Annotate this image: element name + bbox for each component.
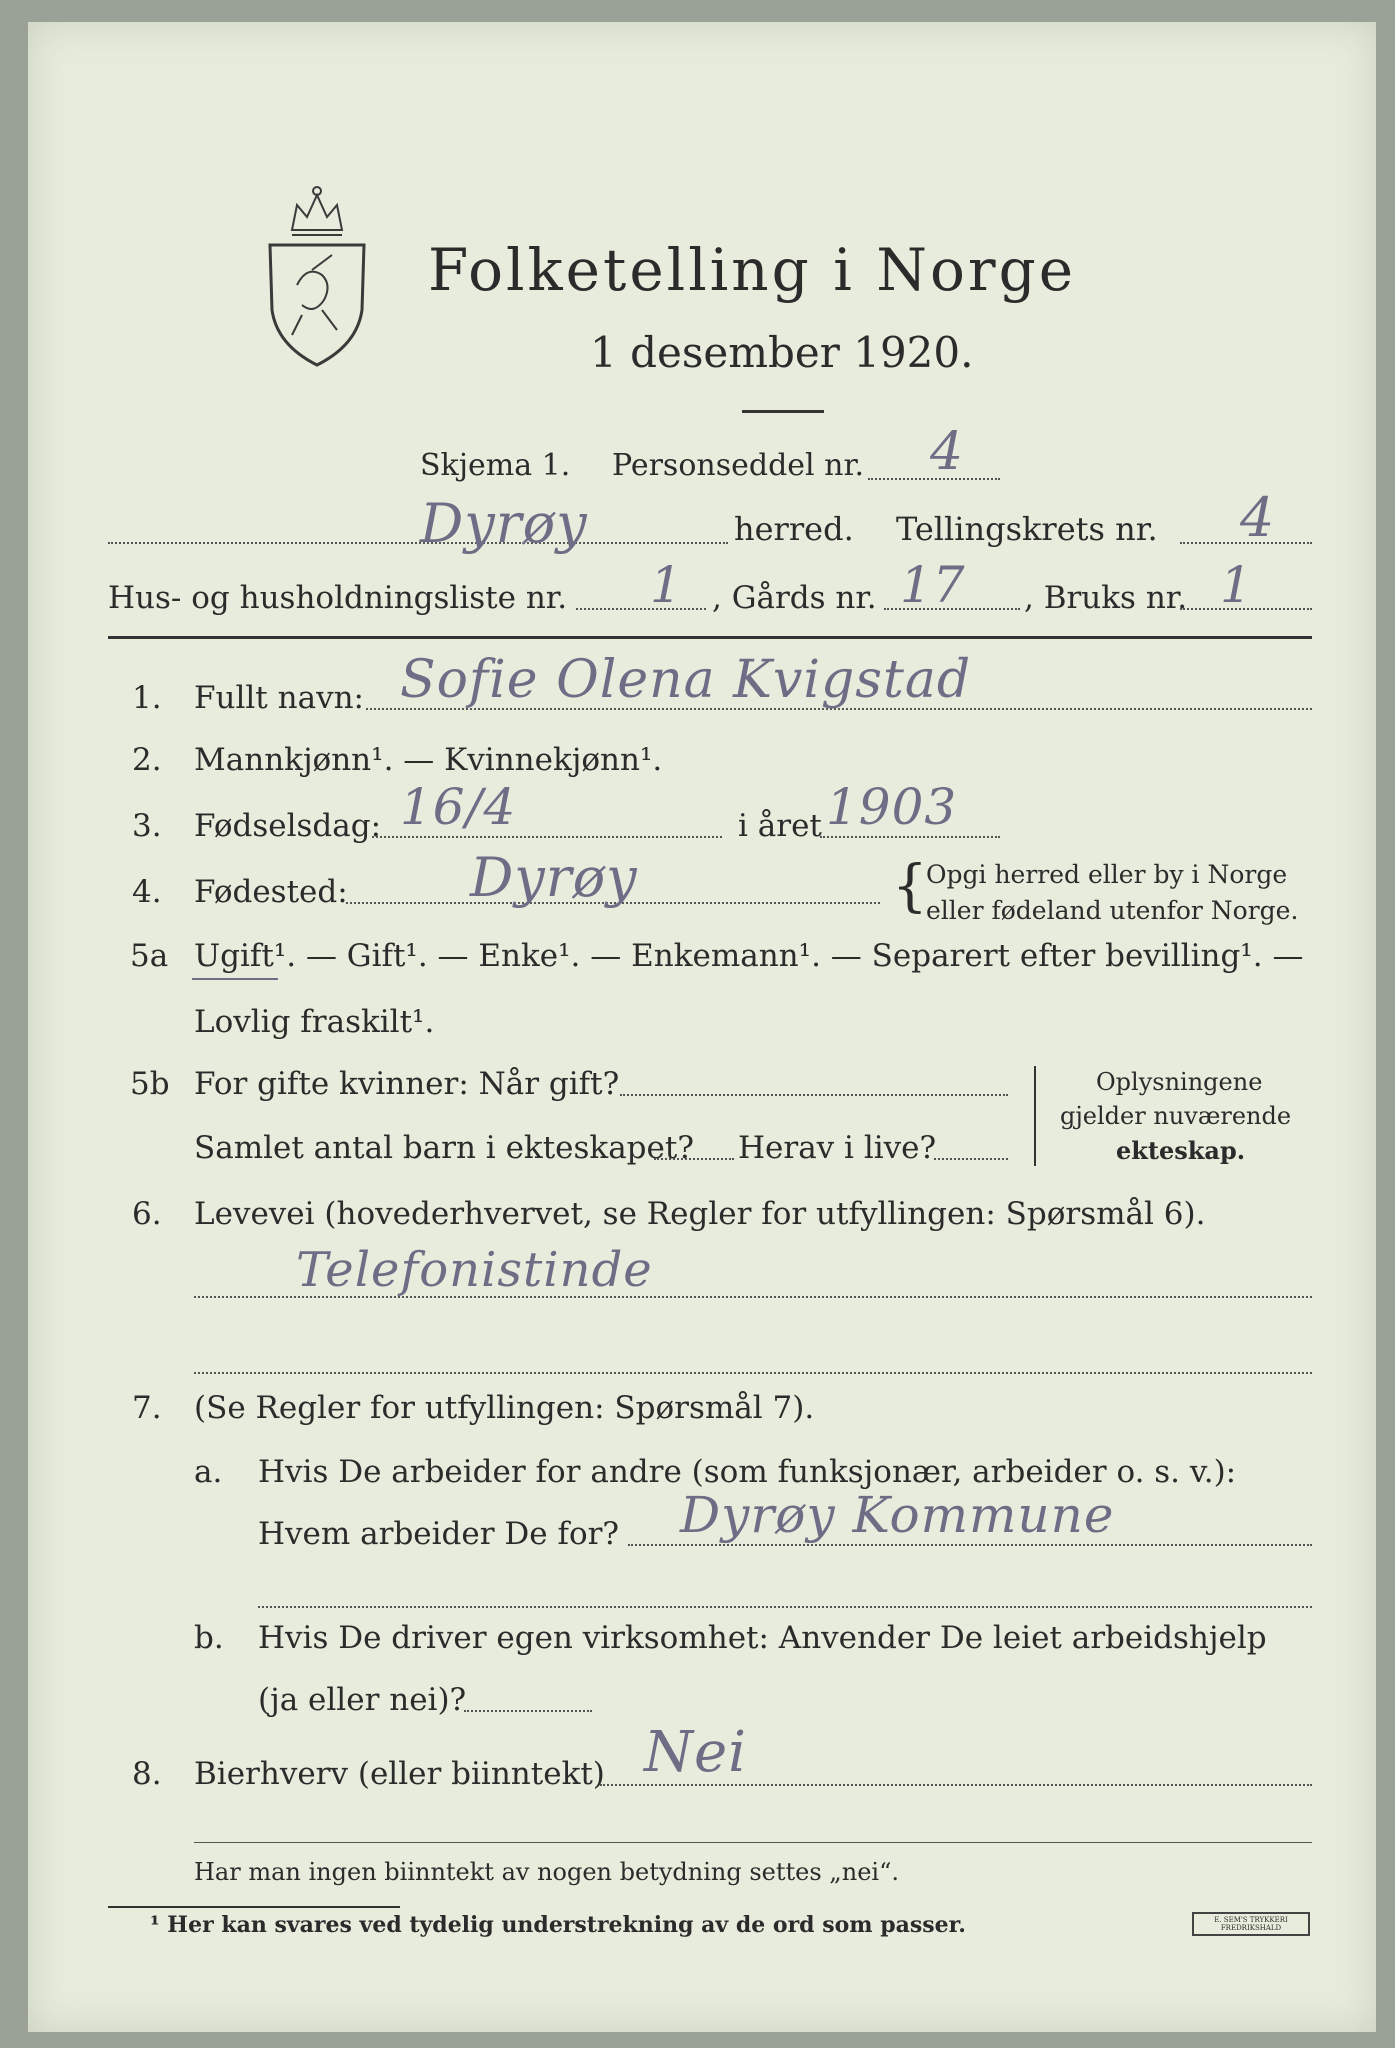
q3-number: 3.	[132, 808, 162, 844]
marital-status-options[interactable]: Ugift¹. — Gift¹. — Enke¹. — Enkemann¹. — Separert efter bevilling¹. —	[194, 938, 1304, 974]
gards-label: , Gårds nr.	[712, 580, 877, 616]
q5b-note-3: ekteskap.	[1116, 1136, 1246, 1165]
q5b-bracket-left	[1034, 1066, 1036, 1166]
husliste-line	[576, 608, 706, 610]
q7b-line2: (ja eller nei)?	[258, 1682, 467, 1718]
birthplace-note-1: Opgi herred eller by i Norge	[926, 860, 1288, 889]
q6-label: Levevei (hovederhvervet, se Regler for utfyllingen: Spørsmål 6).	[194, 1196, 1206, 1232]
alive-line	[934, 1158, 1008, 1160]
sex-options[interactable]: Mannkjønn¹. — Kvinnekjønn¹.	[194, 742, 663, 778]
husliste-label: Hus- og husholdningsliste nr.	[108, 580, 568, 616]
birthplace-brace: {	[892, 854, 928, 919]
tellingskrets-label: Tellingskrets nr.	[896, 510, 1158, 548]
marital-status-options-2[interactable]: Lovlig fraskilt¹.	[194, 1004, 435, 1040]
header-rule	[108, 636, 1312, 639]
q3-label: Fødselsdag:	[194, 808, 382, 844]
employer-line-2	[258, 1606, 1312, 1608]
ugift-underline	[192, 978, 278, 980]
q5b-line1: For gifte kvinner: Når gift?	[194, 1066, 620, 1102]
q4-label: Fødested:	[194, 874, 348, 910]
employer-value[interactable]: Dyrøy Kommune	[680, 1486, 1115, 1544]
q5b-number: 5b	[130, 1066, 170, 1102]
q2-number: 2.	[132, 742, 162, 778]
herred-line	[108, 542, 728, 544]
birthplace-note-2: eller fødeland utenfor Norge.	[926, 896, 1299, 925]
year-label: i året	[738, 808, 822, 844]
birth-year-value[interactable]: 1903	[826, 778, 958, 836]
bruks-label: , Bruks nr.	[1024, 580, 1188, 616]
herred-value[interactable]: Dyrøy	[420, 492, 588, 555]
footnote-rule	[108, 1906, 400, 1908]
q8-label: Bierhverv (eller biinntekt)	[194, 1756, 605, 1792]
employer-line	[628, 1544, 1312, 1546]
q5b-children: Samlet antal barn i ekteskapet?	[194, 1130, 694, 1166]
husliste-value[interactable]: 1	[650, 556, 683, 614]
form-title: Folketelling i Norge	[428, 236, 1077, 304]
tellingskrets-value[interactable]: 4	[1240, 486, 1276, 549]
married-when-line	[620, 1094, 1008, 1096]
birthday-value[interactable]: 16/4	[400, 778, 517, 836]
q5a-number: 5a	[130, 938, 169, 974]
personseddel-value[interactable]: 4	[930, 422, 965, 482]
printer-stamp: E. SEM'S TRYKKERI FREDRIKSHALD	[1192, 1912, 1310, 1936]
q7a-letter: a.	[194, 1454, 223, 1490]
occupation-line-1	[194, 1296, 1312, 1298]
q7a-line2: Hvem arbeider De for?	[258, 1516, 620, 1552]
q7a-line1: Hvis De arbeider for andre (som funksjonær, arbeider o. s. v.):	[258, 1454, 1237, 1490]
gards-value[interactable]: 17	[900, 556, 966, 614]
q7b-line1: Hvis De driver egen virksomhet: Anvender De leiet arbeidshjelp	[258, 1620, 1267, 1656]
q5b-alive: Herav i live?	[738, 1130, 937, 1166]
census-date: 1 desember 1920.	[590, 328, 974, 377]
children-line	[654, 1158, 734, 1160]
bruks-value[interactable]: 1	[1220, 556, 1253, 614]
occupation-line-2	[194, 1372, 1312, 1374]
q1-number: 1.	[132, 680, 162, 716]
q7-label: (Se Regler for utfyllingen: Spørsmål 7).	[194, 1390, 815, 1426]
q7b-letter: b.	[194, 1620, 224, 1656]
hired-help-line	[464, 1710, 592, 1712]
q5b-note-2: gjelder nuværende	[1060, 1102, 1292, 1130]
herred-label: herred.	[734, 510, 854, 548]
section-end-line	[194, 1842, 1312, 1843]
footnote: ¹ Her kan svares ved tydelig understrekning av de ord som passer.	[150, 1912, 966, 1938]
occupation-value[interactable]: Telefonistinde	[296, 1242, 653, 1298]
personseddel-label: Personseddel nr.	[612, 448, 865, 483]
q7-number: 7.	[132, 1390, 162, 1426]
year-line	[820, 836, 1000, 838]
q5b-note-1: Oplysningene	[1096, 1068, 1263, 1096]
birthplace-value[interactable]: Dyrøy	[470, 846, 638, 909]
birthday-line	[372, 836, 722, 838]
side-income-value[interactable]: Nei	[644, 1720, 748, 1785]
title-divider	[742, 410, 824, 413]
q1-label: Fullt navn:	[194, 680, 364, 716]
q4-number: 4.	[132, 874, 162, 910]
norway-coat-of-arms-icon	[262, 175, 372, 370]
schema-label: Skjema 1.	[420, 448, 571, 483]
full-name-value[interactable]: Sofie Olena Kvigstad	[400, 650, 972, 710]
q6-number: 6.	[132, 1196, 162, 1232]
q8-number: 8.	[132, 1756, 162, 1792]
note-nei: Har man ingen biinntekt av nogen betydning settes „nei“.	[194, 1858, 899, 1886]
